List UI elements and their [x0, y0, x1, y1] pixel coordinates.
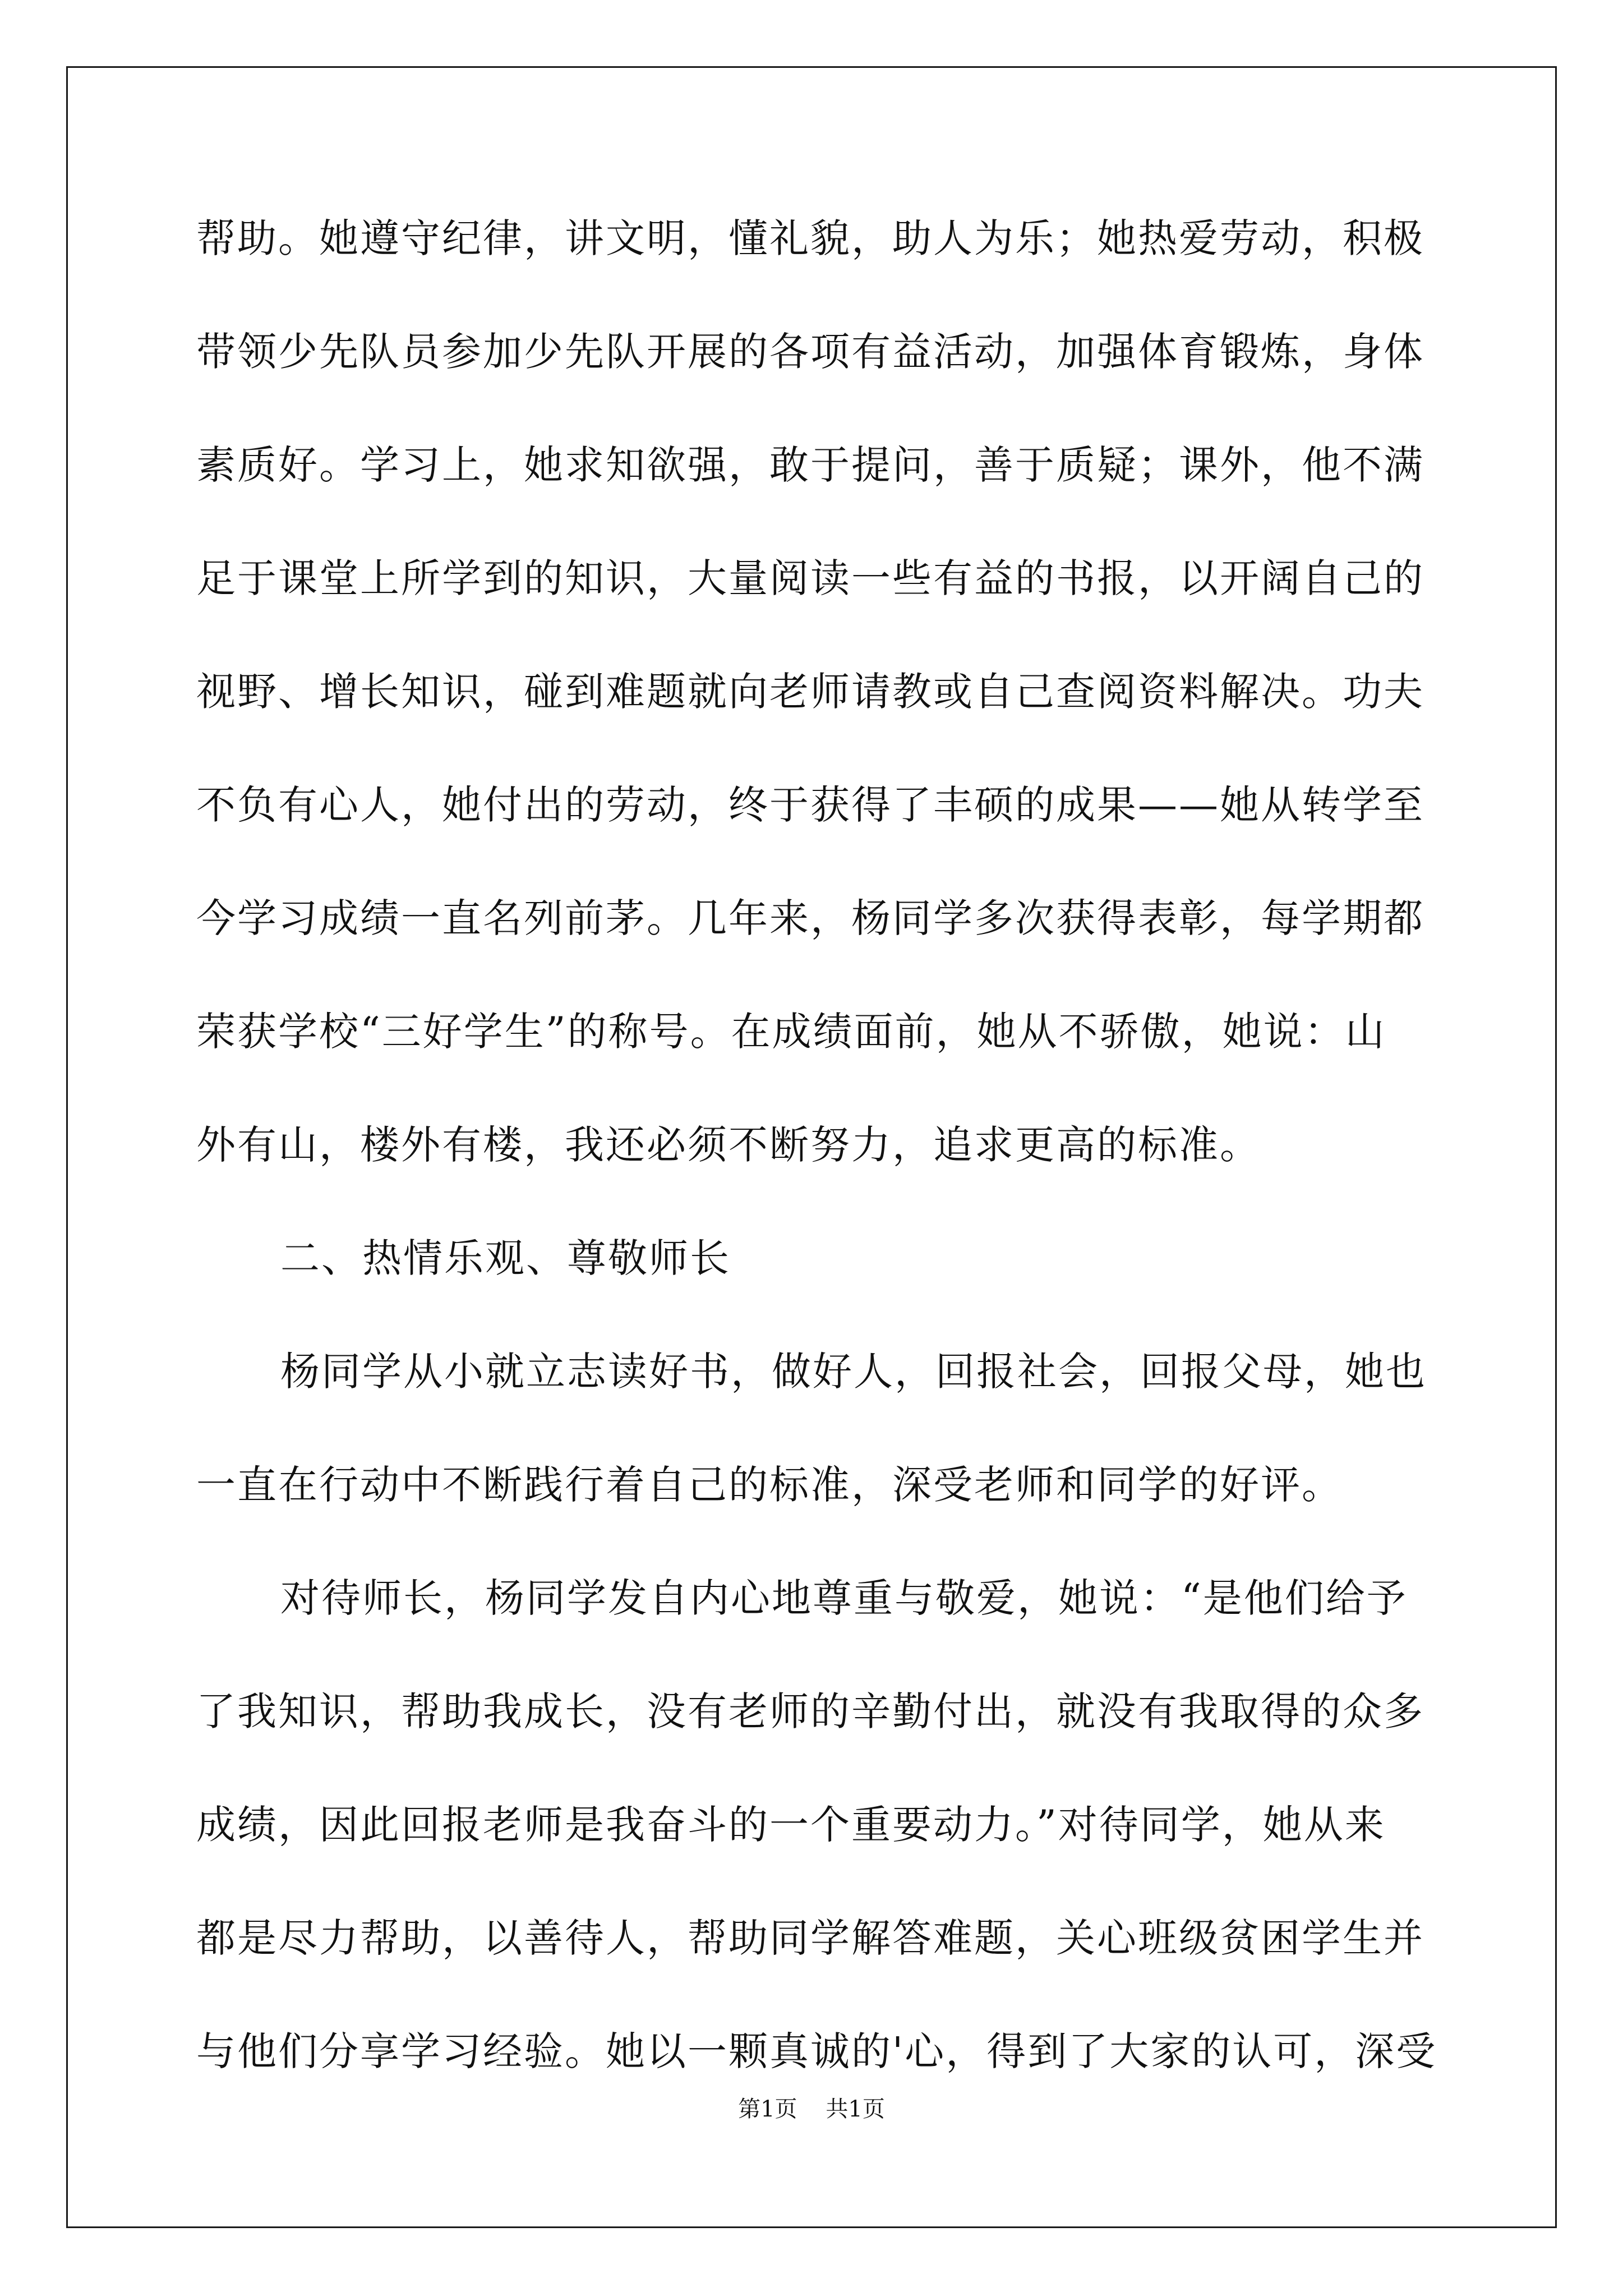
body-line: 素质好。学习上，她求知欲强，敢于提问，善于质疑；课外，他不满 [196, 442, 1424, 488]
body-line: 今学习成绩一直名列前茅。几年来，杨同学多次获得表彰，每学期都 [196, 895, 1424, 941]
body-line: 带领少先队员参加少先队开展的各项有益活动，加强体育锻炼，身体 [196, 329, 1424, 375]
body-line: 了我知识，帮助我成长，没有老师的辛勤付出，就没有我取得的众多 [196, 1688, 1424, 1734]
body-line: 一直在行动中不断践行着自己的标准，深受老师和同学的好评。 [196, 1462, 1343, 1508]
body-line: 都是尽力帮助，以善待人，帮助同学解答难题，关心班级贫困学生并 [196, 1915, 1424, 1961]
body-line: 荣获学校“三好学生”的称号。在成绩面前，她从不骄傲，她说：山 [196, 1009, 1386, 1055]
page-footer: 第1页 共1页 [738, 2096, 885, 2122]
body-line: 帮助。她遵守纪律，讲文明，懂礼貌，助人为乐；她热爱劳动，积极 [196, 215, 1424, 261]
body-line: 足于课堂上所学到的知识，大量阅读一些有益的书报，以开阔自己的 [196, 555, 1424, 601]
body-line: 对待师长，杨同学发自内心地尊重与敬爱，她说：“是他们给予 [280, 1575, 1408, 1621]
body-line: 成绩，因此回报老师是我奋斗的一个重要动力。”对待同学，她从来 [196, 1802, 1386, 1848]
section-heading: 二、热情乐观、尊敬师长 [280, 1235, 731, 1281]
body-line: 不负有心人，她付出的劳动，终于获得了丰硕的成果——她从转学至 [196, 782, 1424, 828]
body-line: 杨同学从小就立志读好书，做好人，回报社会，回报父母，她也 [280, 1349, 1427, 1395]
body-line: 与他们分享学习经验。她以一颗真诚的'心，得到了大家的认可，深受 [196, 2028, 1437, 2074]
body-line: 外有山，楼外有楼，我还必须不断努力，追求更高的标准。 [196, 1122, 1261, 1168]
body-line: 视野、增长知识，碰到难题就向老师请教或自己查阅资料解决。功夫 [196, 669, 1424, 715]
